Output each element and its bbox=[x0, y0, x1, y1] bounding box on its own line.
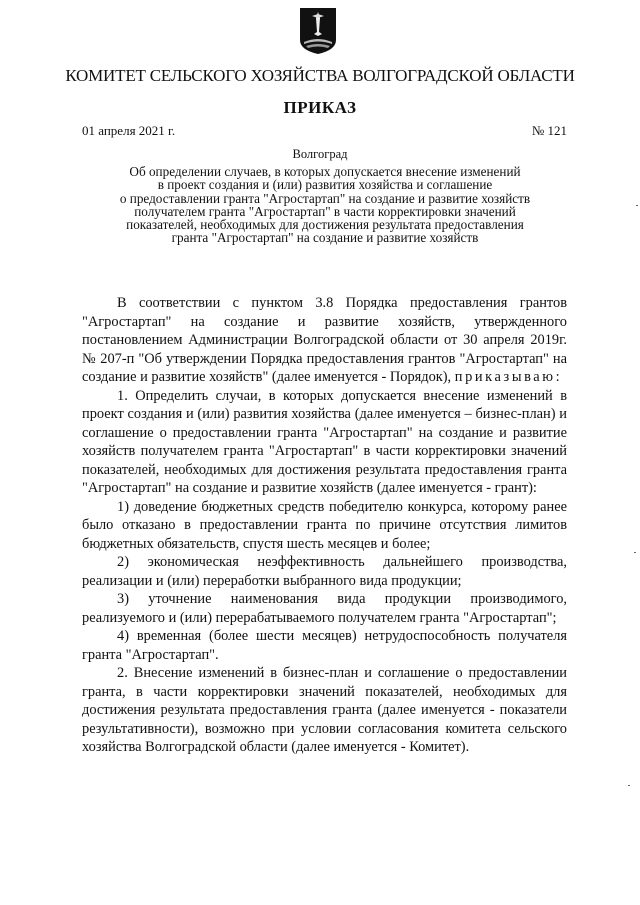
case-4: 4) временная (более шести месяцев) нетрудоспособность получателя гранта "Агростартап". bbox=[82, 628, 567, 663]
order-subject bbox=[90, 165, 560, 245]
city-name: Волгоград bbox=[292, 147, 348, 161]
order-keyword: приказываю: bbox=[454, 369, 563, 385]
scan-speck bbox=[636, 205, 638, 206]
subject-line: получателем гранта "Агростартап" в части корректировки значений bbox=[134, 203, 516, 219]
order-number: № 121 bbox=[531, 123, 567, 138]
clause-2: 2. Внесение изменений в бизнес-план и соглашение о предоставлении гранта, в части корректировки значений показателей, необходимых для достижения результата предоставления гранта (далее именуется - показатели результативности), возможно при условии согласования комитета сельского хозяйства Волгоградской области (далее именуется - Комитет). bbox=[82, 665, 567, 755]
case-1: 1) доведение бюджетных средств победителю конкурса, которому ранее было отказано в предоставлении гранта по причине отсутствия лимитов бюджетных обязательств, спустя шесть месяцев и более; bbox=[82, 498, 567, 552]
case-2: 2) экономическая неэффективность дальнейшего производства, реализации и (или) переработки выбранного вида продукции; bbox=[82, 554, 567, 589]
scan-speck bbox=[634, 552, 636, 553]
case-3: 3) уточнение наименования вида продукции производимого, реализуемого и (или) перерабатываемого получателем гранта "Агростартап"; bbox=[82, 591, 567, 626]
order-body bbox=[82, 294, 567, 757]
subject-line: показателей, необходимых для достижения результата предоставления bbox=[126, 217, 524, 233]
clause-1: 1. Определить случаи, в которых допускается внесение изменений в проект создания и (или) развития хозяйства (далее именуется – бизнес-план) и соглашение о предоставлении гранта "Агростартап" на создание и развитие хозяйств получателем гранта "Агростартап" в части корректировки значений показателей, необходимых для достижения результата предоставления гранта "Агростартап" на создание и развитие хозяйств (далее именуется - грант): bbox=[82, 387, 567, 496]
subject-line: Об определении случаев, в которых допускается внесение изменений bbox=[129, 164, 521, 179]
subject-line: о предоставлении гранта "Агростартап" на создание и развитие хозяйств bbox=[119, 190, 531, 206]
order-date: 01 апреля 2021 г. bbox=[82, 123, 176, 138]
subject-line: гранта "Агростартап" на создание и развитие хозяйств bbox=[171, 230, 479, 246]
scan-speck bbox=[628, 785, 630, 786]
committee-name: КОМИТЕТ СЕЛЬСКОГО ХОЗЯЙСТВА ВОЛГОГРАДСКОЙ ОБЛАСТИ bbox=[65, 66, 575, 85]
subject-line: в проект создания и (или) развития хозяйства и соглашение bbox=[157, 177, 493, 193]
preamble-text: В соответствии с пунктом 3.8 Порядка предоставления грантов "Агростартап" на создание и развитие хозяйств, утвержденного постановлением Администрации Волгоградской области от 30 апреля 2019г. № 207-п "Об утверждении Порядка предоставления грантов "Агростартап" на создание и развитие хозяйств" (далее именуется - Порядок), bbox=[82, 295, 567, 385]
coat-of-arms-icon bbox=[298, 6, 338, 56]
document-type: ПРИКАЗ bbox=[283, 98, 357, 117]
preamble-paragraph bbox=[82, 294, 567, 387]
